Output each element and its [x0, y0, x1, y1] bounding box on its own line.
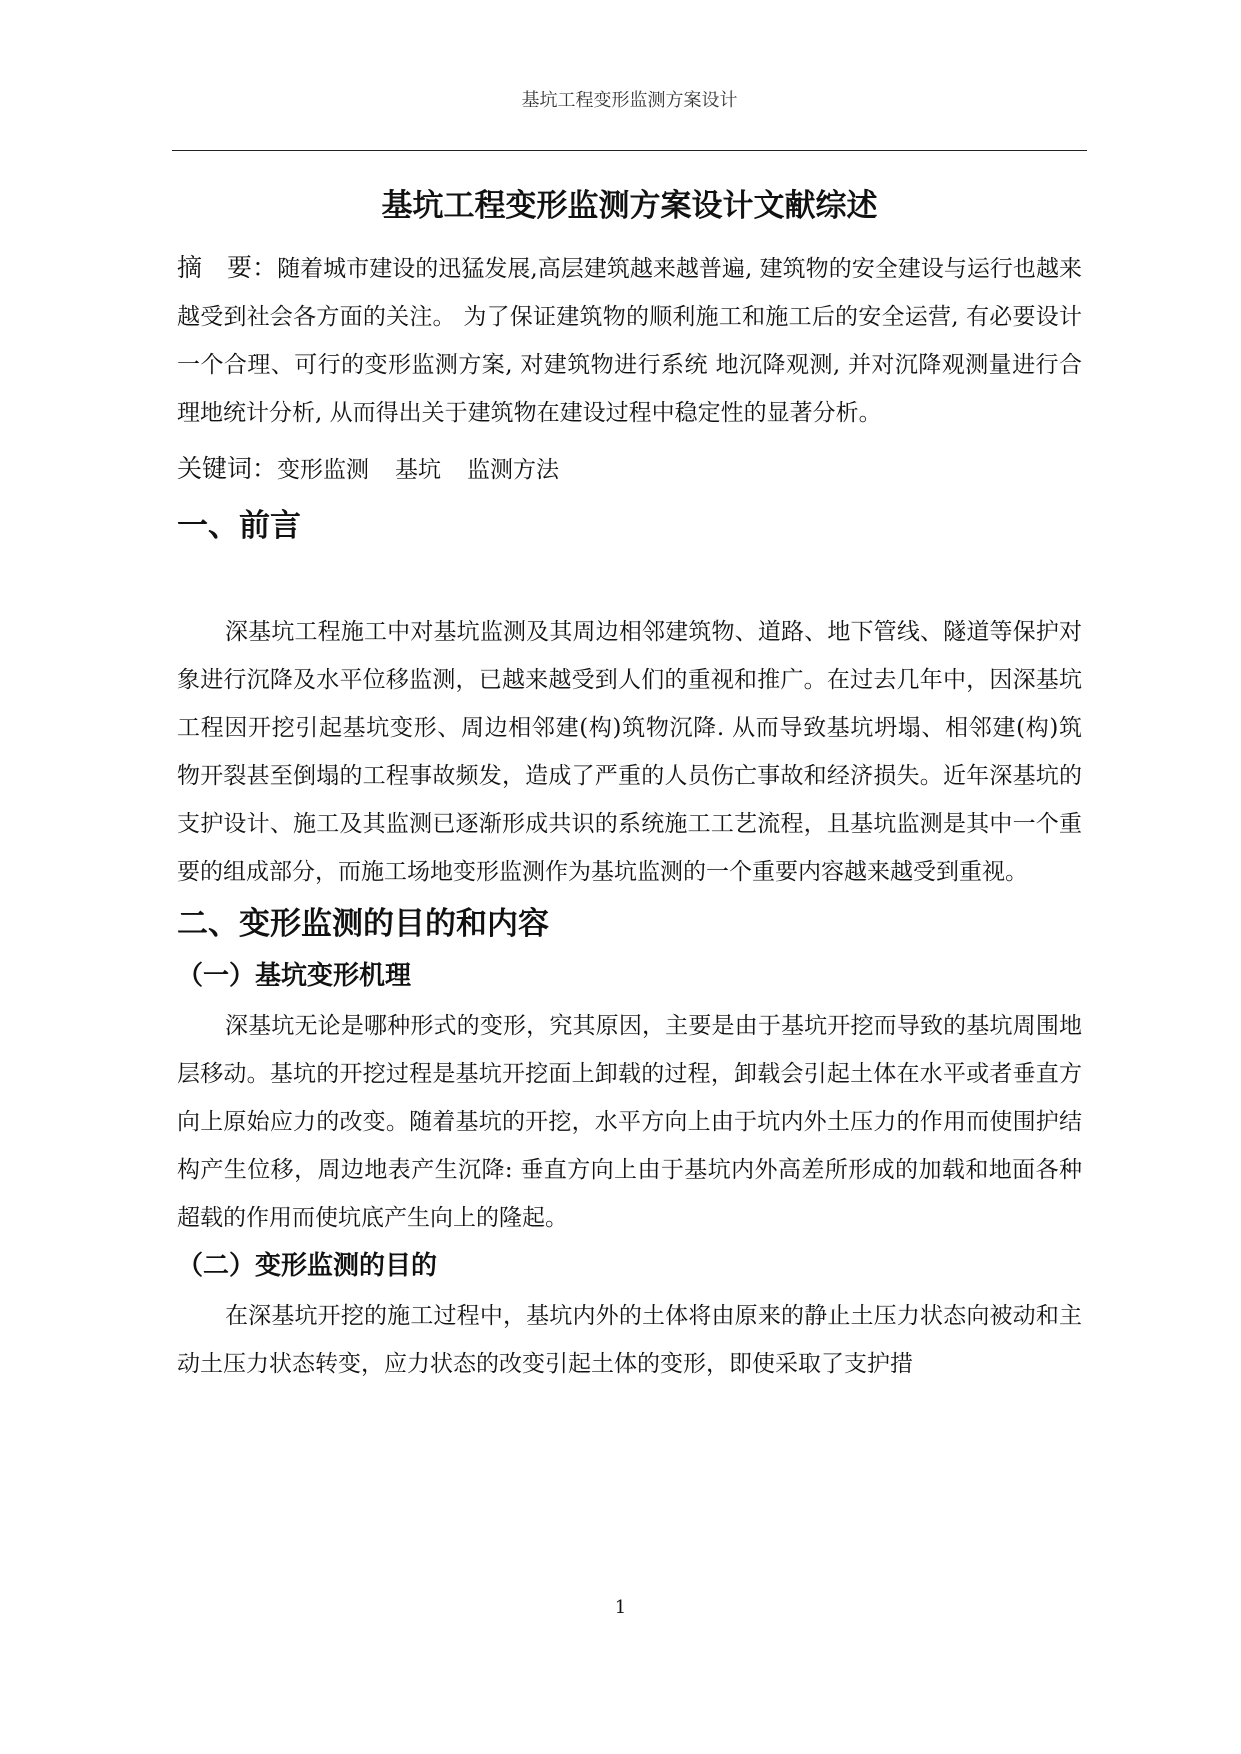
- keyword-item: 监测方法: [467, 457, 560, 483]
- subsection-heading-purpose: （二）变形监测的目的: [177, 1251, 438, 1281]
- keyword-item: 基坑: [395, 457, 442, 483]
- preface-paragraph: 深基坑工程施工中对基坑监测及其周边相邻建筑物、道路、地下管线、隧道等保护对象进行沉降及水平位移监测，已越来越受到人们的重视和推广。在过去几年中，因深基坑工程因开挖引起基坑变形、周边相邻建(构)筑物沉降. 从而导致基坑坍塌、相邻建(构)筑 物开裂甚至倒塌的工程事故频发，造成了严重的人员伤亡事故和经济损失。近年深基坑的支护设计、施工及其监测已逐渐形成共识的系统施工工艺流程，且基坑监测是其中一个重要的组成部分，而施工场地变形监测作为基坑监测的一个重要内容越来越受到重视。: [177, 619, 1082, 885]
- keywords-label: 关键词：: [177, 454, 278, 483]
- purpose-paragraph: 在深基坑开挖的施工过程中，基坑内外的土体将由原来的静止土压力状态向被动和主动土压力状态转变，应力状态的改变引起土体的变形，即使采取了支护措: [177, 1303, 1082, 1377]
- section-heading-preface: 一、前言: [177, 508, 301, 544]
- page-number: 1: [614, 1597, 627, 1618]
- abstract-text: 随着城市建设的迅猛发展,高层建筑越来越普遍, 建筑物的安全建设与运行也越来越受到社会各方面的关注。 为了保证建筑物的顺利施工和施工后的安全运营, 有必要设计一个合理、可行的变形监测方案, 对建筑物进行系统 地沉降观测, 并对沉降观测量进行合理地统计分析, 从而得出关于建筑物在建设过程中稳定性的显著分析。: [177, 256, 1082, 426]
- keywords: [177, 451, 1082, 488]
- section-heading-purpose-content: 二、变形监测的目的和内容: [177, 906, 549, 942]
- mechanism-paragraph: 深基坑无论是哪种形式的变形，究其原因，主要是由于基坑开挖而导致的基坑周围地层移动。基坑的开挖过程是基坑开挖面上卸载的过程，卸载会引起土体在水平或者垂直方向上原始应力的改变。随着基坑的开挖，水平方向上由于坑内外土压力的作用而使围护结构产生位移，周边地表产生沉降: 垂直方向上由于基坑内外高差所形成的加载和地面各种超载的作用而使坑底产生向上的隆起。: [177, 1013, 1082, 1231]
- header-divider: [172, 150, 1087, 151]
- subsection-heading-mechanism: （一）基坑变形机理: [177, 961, 412, 991]
- keyword-item: 变形监测: [277, 457, 370, 483]
- page-content: [177, 186, 1082, 1388]
- abstract-label: 摘 要：: [177, 253, 278, 282]
- document-title: 基坑工程变形监测方案设计文献综述: [381, 188, 878, 224]
- running-header: 基坑工程变形监测方案设计: [521, 90, 738, 111]
- abstract: [177, 244, 1082, 437]
